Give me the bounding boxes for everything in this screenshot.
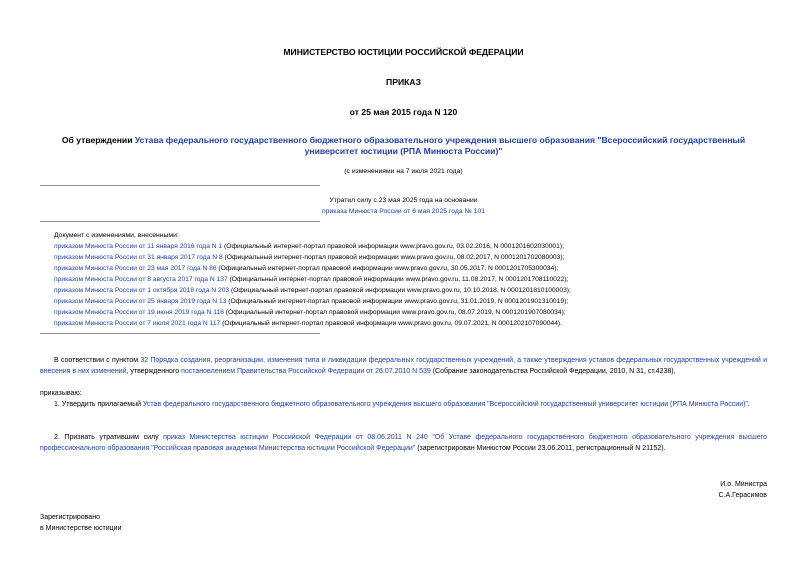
- amendment-link[interactable]: приказом Минюста России от 31 января 2017 года N 8: [54, 254, 223, 261]
- preamble-text: (Собрание законодательства Российской Федерации, 2010, N 31, ст.4238),: [430, 368, 676, 375]
- validity-link[interactable]: приказа Минюста России от 6 мая 2025 года № 101: [321, 208, 486, 215]
- order-item-1: [40, 399, 767, 410]
- repealed-order-link[interactable]: приказ Министерства юстиции Российской Федерации от 08.06.2011 N 240 "Об Уставе федерального государственного бюджетного образовательного учреждения высшего профессионального образования "Российская правовая академия Министерства юстиции Российской Федерации": [40, 434, 767, 452]
- item-text: .: [747, 401, 750, 408]
- amendment-link[interactable]: приказом Минюста России от 1 октября 2018 года N 203: [54, 287, 230, 294]
- amendment-item: [54, 265, 558, 272]
- amendment-source: (Официальный интернет-портал правовой информации www.pravo.gov.ru, 11.08.2017, N 0001201708110022);: [227, 276, 569, 283]
- amendment-source: (Официальный интернет-портал правовой информации www.pravo.gov.ru, 09.07.2021, N 0001202107090044).: [220, 320, 563, 327]
- amendment-link[interactable]: приказом Минюста России от 25 января 2019 года N 13: [54, 298, 227, 305]
- amendment-item: [54, 276, 568, 283]
- amendment-link[interactable]: приказом Минюста России от 8 августа 2017 года N 137: [54, 276, 228, 283]
- registration-line: Зарегистрировано: [40, 514, 100, 521]
- order-item-2: [40, 432, 767, 454]
- amendment-item: [54, 298, 568, 305]
- amendment-source: (Официальный интернет-портал правовой информации www.pravo.gov.ru, 30.05.2017, N 0001201705300034);: [216, 265, 559, 272]
- changes-note: (с изменениями на 7 июля 2021 года): [344, 168, 463, 175]
- amendment-item: [54, 287, 571, 294]
- amendment-source: (Официальный интернет-портал правовой информации www.pravo.gov.ru, 31.01.2019, N 0001201901310019);: [226, 298, 569, 305]
- charter-link[interactable]: Устав федерального государственного бюджетного образовательного учреждения высшего образования "Всероссийский государственный университет юстиции (РПА Минюста России)": [142, 401, 748, 408]
- amendment-source: (Официальный интернет-портал правовой информации www.pravo.gov.ru, 10.10.2018, N 0001201810100003);: [229, 287, 571, 294]
- item-text: (зарегистрирован Минюстом России 23.06.2011, регистрационный N 21152).: [415, 445, 666, 452]
- ministry-heading: МИНИСТЕРСТВО ЮСТИЦИИ РОССИЙСКОЙ ФЕДЕРАЦИИ: [283, 47, 524, 57]
- amendment-link[interactable]: приказом Минюста России от 11 января 2016 года N 1: [54, 243, 223, 250]
- signatory-name: С.А.Герасимов: [718, 492, 767, 499]
- resolution-link[interactable]: постановлением Правительства Российской Федерации от 26.07.2010 N 539: [181, 368, 431, 375]
- amendment-source: (Официальный интернет-портал правовой информации www.pravo.gov.ru, 08.07.2019, N 0001201907080034);: [223, 309, 566, 316]
- amendment-item: [54, 254, 564, 261]
- preamble-text: В соответствии с пунктом: [54, 357, 141, 364]
- item-text: 1. Утвердить прилагаемый: [54, 401, 143, 408]
- title-prefix: Об утверждении: [61, 135, 135, 145]
- amendment-link[interactable]: приказом Минюста России от 23 мая 2017 года N 86: [54, 265, 217, 272]
- preamble-text: , утвержденного: [126, 368, 182, 375]
- amendment-item: [54, 309, 566, 316]
- signatory-position: И.о. Министра: [720, 481, 767, 488]
- amendment-link[interactable]: приказом Минюста России от 7 июля 2021 года N 117: [54, 320, 221, 327]
- divider: [40, 333, 320, 334]
- document-date-number: от 25 мая 2015 года N 120: [349, 107, 458, 117]
- title-charter-link[interactable]: Устава федерального государственного бюджетного образовательного учреждения высшего образования "Всероссийский государственный университет юстиции (РПА Минюста России)": [134, 135, 746, 156]
- amendments-heading: Документ с изменениями, внесенными:: [54, 232, 179, 239]
- procedure-link[interactable]: 32 Порядка создания, реорганизации, изменения типа и ликвидации федеральных государственных учреждений, а также утверждения уставов федеральных государственных учреждений и внесения в них изменений: [40, 357, 767, 375]
- amendment-link[interactable]: приказом Минюста России от 19 июня 2019 года N 116: [54, 309, 224, 316]
- divider: [40, 221, 320, 222]
- document-title: [40, 135, 767, 157]
- validity-text: Утратил силу с 23 мая 2025 года на основании: [329, 197, 478, 204]
- divider: [40, 185, 320, 186]
- amendment-source: (Официальный интернет-портал правовой информации www.pravo.gov.ru, 08.02.2017, N 0001201702080003);: [222, 254, 565, 261]
- amendment-item: [54, 320, 562, 327]
- document-type: ПРИКАЗ: [386, 77, 421, 87]
- order-word: приказываю:: [40, 390, 82, 397]
- registration-line: в Министерстве юстиции: [40, 525, 122, 532]
- amendment-item: [54, 243, 564, 250]
- preamble-paragraph: [40, 355, 767, 377]
- amendment-source: (Официальный интернет-портал правовой информации www.pravo.gov.ru, 03.02.2016, N 0001201602030001);: [222, 243, 564, 250]
- item-text: 2. Признать утратившим силу: [54, 434, 164, 441]
